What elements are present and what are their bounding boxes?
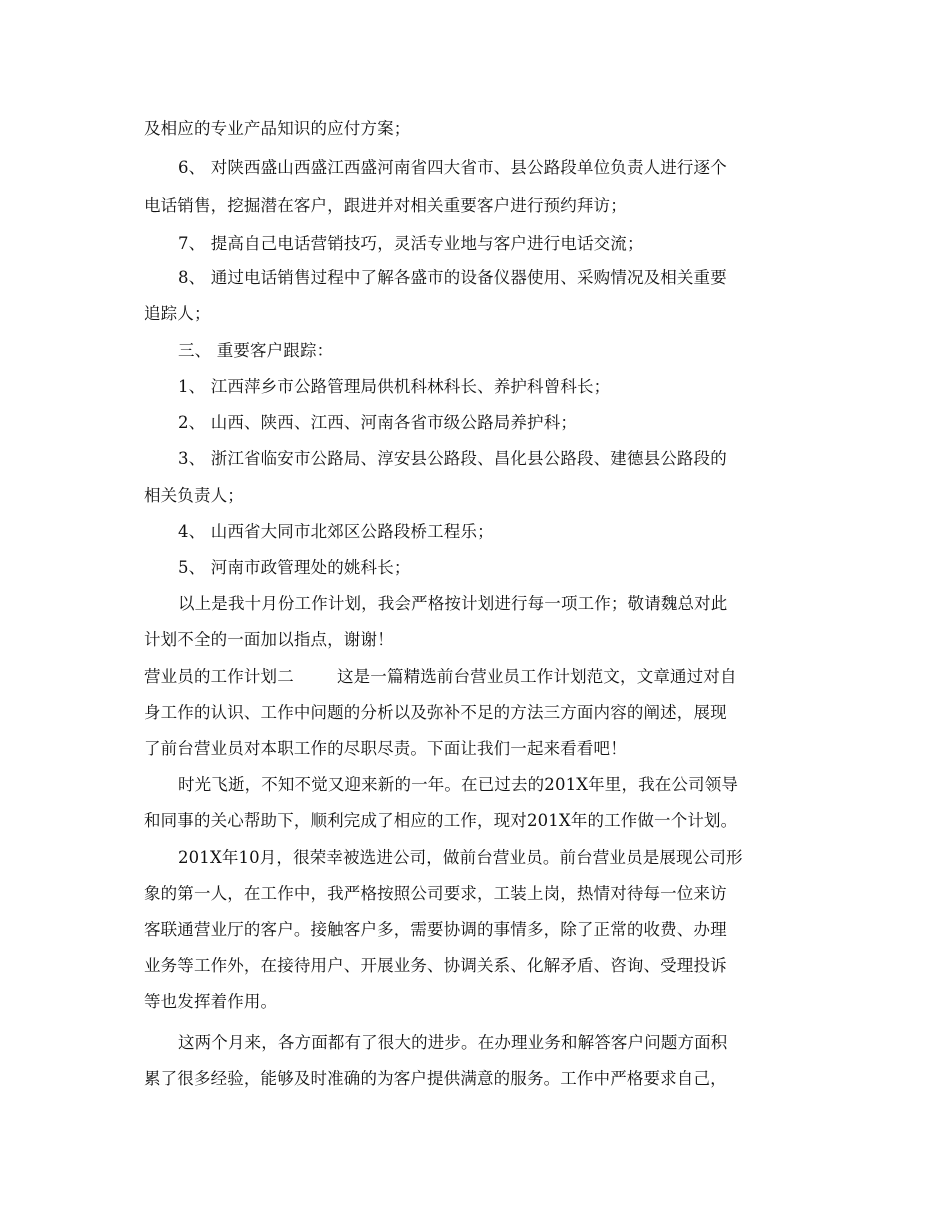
text-line: 客联通营业厅的客户。接触客户多，需要协调的事情多，除了正常的收费、办理 bbox=[144, 920, 727, 939]
text-line: 相关负责人； bbox=[144, 486, 244, 505]
text-line: 了前台营业员对本职工作的尽职尽责。下面让我们一起来看看吧！ bbox=[144, 739, 627, 758]
text-line: 营业员的工作计划二 这是一篇精选前台营业员工作计划范文，文章通过对自 bbox=[144, 667, 737, 686]
text-line: 计划不全的一面加以指点，谢谢！ bbox=[144, 630, 394, 649]
section-heading: 三、 重要客户跟踪： bbox=[178, 341, 334, 360]
text-line: 身工作的认识、工作中问题的分析以及弥补不足的方法三方面内容的阐述，展现 bbox=[144, 703, 727, 722]
text-line: 时光飞逝，不知不觉又迎来新的一年。在已过去的201X年里，我在公司领导 bbox=[178, 775, 738, 794]
text-line: 等也发挥着作用。 bbox=[144, 992, 278, 1011]
text-line: 这两个月来，各方面都有了很大的进步。在办理业务和解答客户问题方面积 bbox=[178, 1033, 728, 1052]
text-line: 和同事的关心帮助下，顺利完成了相应的工作，现对201X年的工作做一个计划。 bbox=[144, 811, 738, 830]
text-line: 8、 通过电话销售过程中了解各盛市的设备仪器使用、采购情况及相关重要 bbox=[178, 268, 727, 287]
text-line: 及相应的专业产品知识的应付方案； bbox=[144, 119, 411, 138]
text-line: 累了很多经验，能够及时准确的为客户提供满意的服务。工作中严格要求自己， bbox=[144, 1069, 727, 1088]
text-line: 5、 河南市政管理处的姚科长； bbox=[178, 558, 411, 577]
text-line: 7、 提高自己电话营销技巧，灵活专业地与客户进行电话交流； bbox=[178, 234, 644, 253]
text-line: 业务等工作外，在接待用户、开展业务、协调关系、化解矛盾、咨询、受理投诉 bbox=[144, 956, 727, 975]
text-line: 电话销售，挖掘潜在客户，跟进并对相关重要客户进行预约拜访； bbox=[144, 196, 627, 215]
text-line: 以上是我十月份工作计划，我会严格按计划进行每一项工作；敬请魏总对此 bbox=[178, 594, 728, 613]
text-line: 6、 对陕西盛山西盛江西盛河南省四大省市、县公路段单位负责人进行逐个 bbox=[178, 158, 727, 177]
text-line: 201X年10月，很荣幸被选进公司，做前台营业员。前台营业员是展现公司形 bbox=[178, 848, 743, 867]
text-line: 4、 山西省大同市北郊区公路段桥工程乐； bbox=[178, 522, 494, 541]
text-line: 追踪人； bbox=[144, 304, 211, 323]
text-line: 1、 江西萍乡市公路管理局供机科林科长、养护科曾科长； bbox=[178, 377, 611, 396]
text-line: 象的第一人，在工作中，我严格按照公司要求，工装上岗，热情对待每一位来访 bbox=[144, 884, 727, 903]
text-line: 3、 浙江省临安市公路局、淳安县公路段、昌化县公路段、建德县公路段的 bbox=[178, 449, 727, 468]
text-line: 2、 山西、陕西、江西、河南各省市级公路局养护科； bbox=[178, 413, 577, 432]
